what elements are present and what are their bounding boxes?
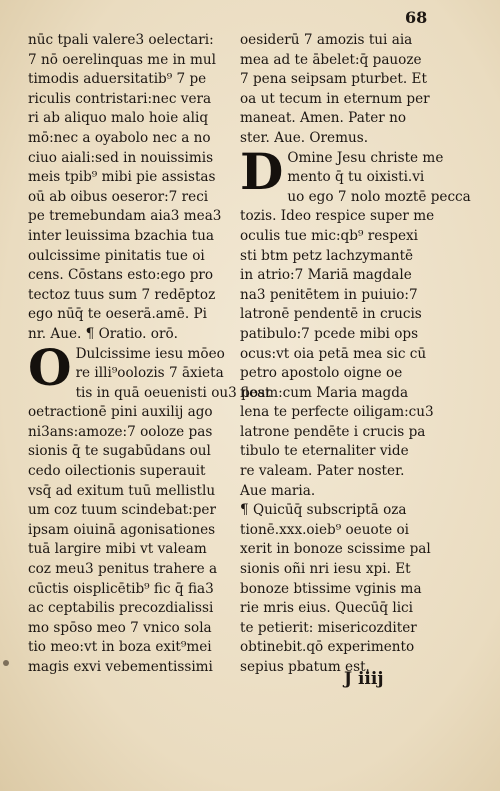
text-line: cens. Cōstans esto:ego pro [28, 267, 214, 284]
text-line: ri ab aliquo malo hoie aliq [28, 110, 209, 127]
text-line: obtinebit.qō experimento [240, 639, 415, 656]
left-lines-before [28, 31, 236, 345]
text-line: rie mris eius. Quecūq̄ lici [240, 600, 414, 617]
text-line: in atrio:7 Mariā magdale [240, 267, 412, 284]
text-line: mō:nec a oyabolo nec a no [28, 129, 211, 146]
text-line: ciuo aiali:sed in nouissimis [28, 149, 214, 166]
text-line: tio meo:vt in boza exit⁹mei [28, 639, 212, 656]
text-line: maneat. Amen. Pater no [240, 110, 407, 127]
text-line: vsq̄ ad exitum tuū mellistlu [28, 482, 216, 499]
ink-stain [3, 660, 9, 666]
right-lines-after [240, 207, 452, 677]
text-line: fleam:cum Maria magda [240, 384, 409, 401]
text-line: ¶ Quicūq̄ subscriptā oza [240, 502, 407, 519]
text-line: Dulcissime iesu mōeo [75, 345, 225, 362]
text-line: ni3ans:amoze:7 ooloze pas [28, 423, 213, 440]
right-column [240, 31, 471, 678]
text-line: ego nūq̄ te oeserā.amē. Pi [28, 306, 207, 323]
text-line: tis in quā oeuenisti ou3 post [75, 384, 271, 401]
text-line: patibulo:7 pcede mibi ops [240, 325, 419, 342]
text-line: sti btm petz lachzymantē [240, 247, 414, 264]
text-line: lena te perfecte oiligam:cu3 [240, 404, 434, 421]
text-line: tuā largire mibi vt valeam [28, 541, 207, 558]
text-line: tionē.xxx.oieb⁹ oeuote oi [240, 521, 410, 538]
text-line: tibulo te eternaliter vide [240, 443, 409, 460]
text-line: cūctis oisplicētib⁹ fic q̄ fia3 [28, 580, 214, 597]
text-line: Omine Jesu christe me [287, 149, 444, 166]
text-line: cedo oilectionis superauit [28, 463, 206, 480]
text-line: bonoze btissime vginis ma [240, 580, 422, 597]
text-line: xerit in bonoze scissime pal [240, 541, 431, 558]
decorated-initial: D [240, 141, 284, 201]
text-line: re illi⁹oolozis 7 āxieta [75, 365, 224, 382]
text-line: oa ut tecum in eternum per [240, 90, 430, 107]
text-line: inter leuissima bzachia tua [28, 227, 214, 244]
text-line: 7 pena seipsam pturbet. Et [240, 71, 427, 88]
left-lines-after [28, 403, 236, 677]
folio-number: 68 [405, 8, 428, 27]
text-line: ipsam oiuinā agonisationes [28, 521, 216, 538]
text-line: re valeam. Pater noster. [240, 463, 405, 480]
text-line: riculis contristari:nec vera [28, 90, 212, 107]
decorated-initial: O [28, 337, 72, 397]
text-line: meis tpib⁹ mibi pie assistas [28, 169, 216, 186]
text-line: ac ceptabilis precozdialissi [28, 600, 214, 617]
text-line: oetractionē pini auxilij ago [28, 404, 213, 421]
text-line: oū ab oibus oeseror:7 reci [28, 188, 209, 205]
text-line: coz meu3 penitus trahere a [28, 561, 218, 578]
text-line: oesiderū 7 amozis tui aia [240, 32, 413, 48]
text-line: latrone pendēte i crucis pa [240, 423, 426, 440]
left-initial-block [28, 337, 271, 404]
text-line: nūc tpali valere3 oelectari: [28, 32, 214, 48]
text-line: tectoz tuus sum 7 redēptoz [28, 286, 216, 303]
text-line: Aue maria. [240, 482, 316, 499]
text-line: magis exvi vebementissimi [28, 659, 213, 675]
text-line: mea ad te ābelet:q̄ pauoze [240, 51, 422, 68]
text-line: na3 penitētem in puiuio:7 [240, 286, 418, 303]
signature-mark: J iiij [344, 669, 384, 689]
text-line: 7 nō oerelinquas me in mul [28, 51, 216, 68]
text-line: nr. Aue. ¶ Oratio. orō. [28, 325, 178, 342]
text-line: uo ego 7 nolo moztē pecca [287, 188, 471, 205]
text-line: mo spōso meo 7 vnico sola [28, 619, 212, 636]
text-line: sionis oñi nri iesu xpi. Et [240, 561, 411, 578]
text-line: timodis aduersitatib⁹ 7 pe [28, 71, 207, 88]
right-initial-block [240, 141, 471, 208]
left-column [28, 31, 271, 678]
text-line: sepius pbatum est. [240, 659, 370, 675]
text-line: um coz tuum scindebat:per [28, 502, 216, 519]
text-line: te petierit: misericozditer [240, 619, 417, 636]
text-line: oulcissime pinitatis tue oi [28, 247, 205, 264]
text-line: ocus:vt oia petā mea sic cū [240, 345, 427, 362]
text-line: mento q̄ tu oixisti.vi [287, 169, 425, 186]
text-line: tozis. Ideo respice super me [240, 208, 435, 225]
text-line: petro apostolo oigne oe [240, 365, 403, 382]
text-line: oculis tue mic:qb⁹ respexi [240, 227, 419, 244]
text-line: pe tremebundam aia3 mea3 [28, 208, 222, 225]
right-lines-before [240, 31, 452, 149]
text-line: latronē pendentē in crucis [240, 306, 422, 323]
text-line: ster. Aue. Oremus. [240, 129, 369, 146]
text-line: sionis q̄ te sugabūdans oul [28, 443, 211, 460]
